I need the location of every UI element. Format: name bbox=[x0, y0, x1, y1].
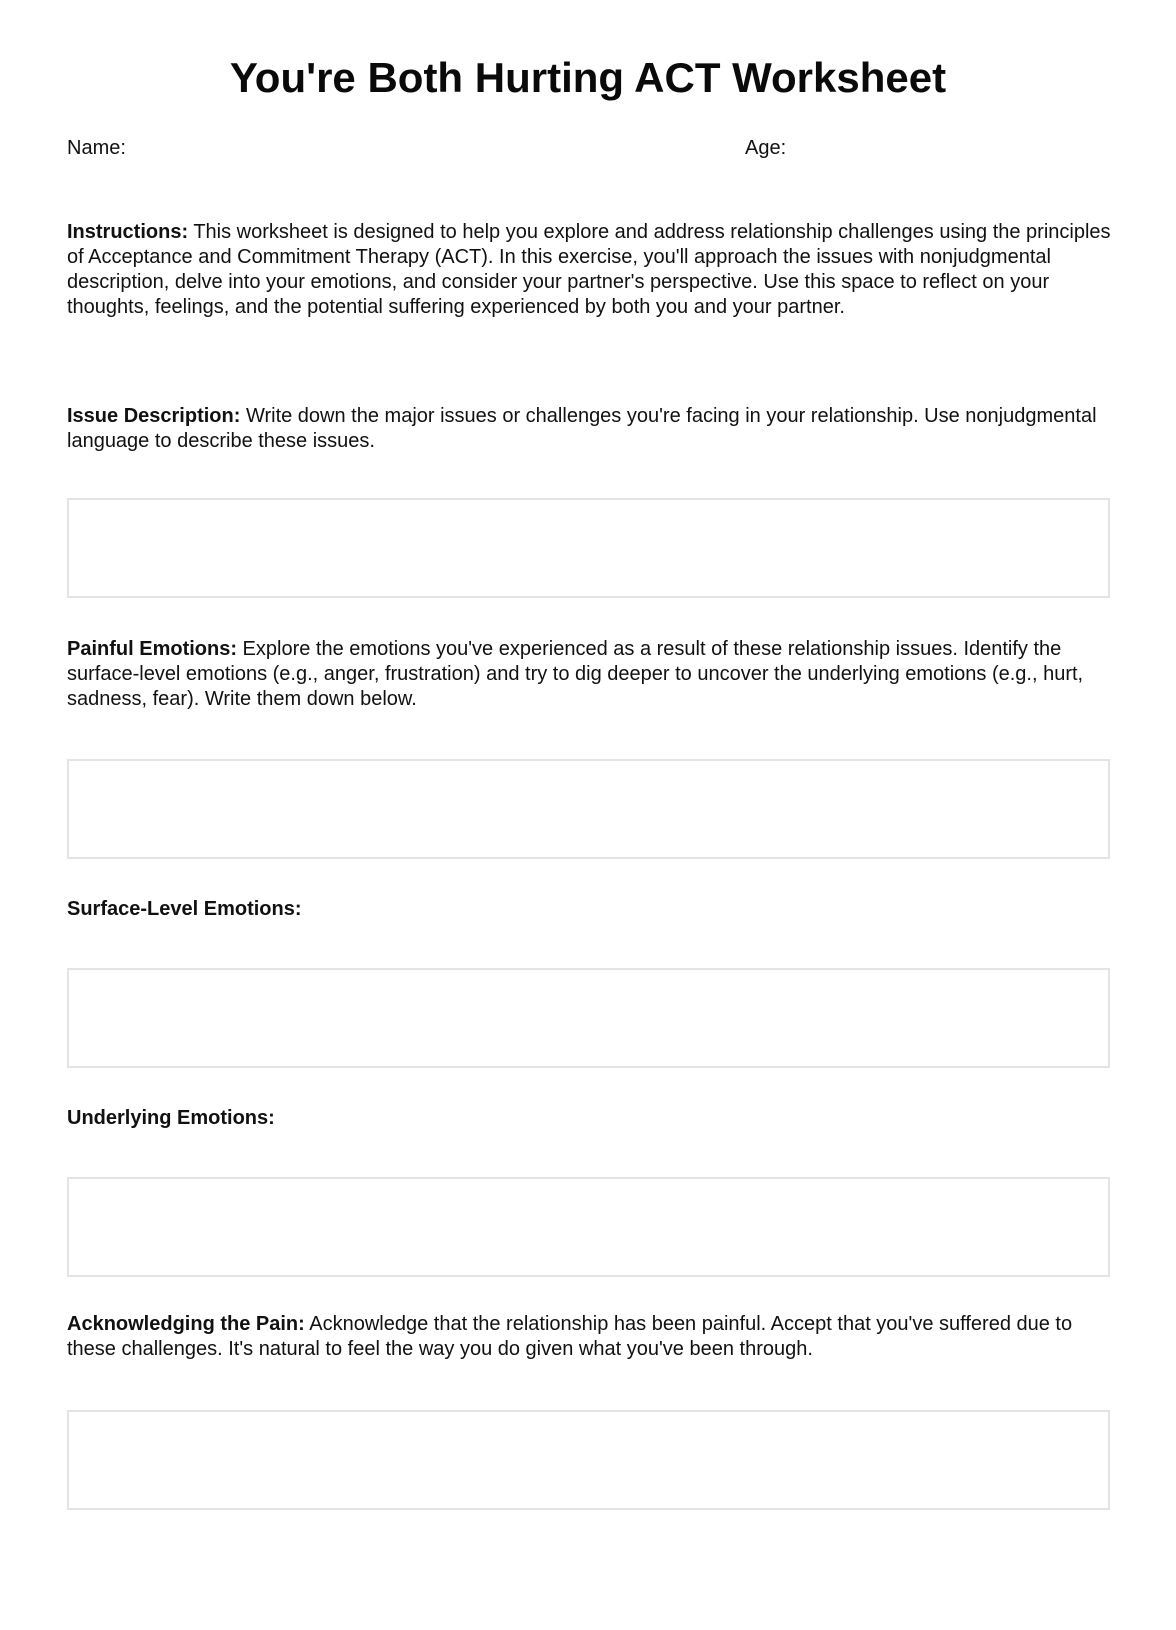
acknowledging-pain-text: Acknowledge that the relationship has been painful. Accept that you've suffered due to these challenges. It's natural to feel the way you do given what you've been through. bbox=[67, 1313, 1073, 1360]
issue-description-box[interactable] bbox=[67, 498, 1110, 598]
acknowledging-pain-box[interactable] bbox=[67, 1410, 1110, 1510]
painful-emotions-label: Painful Emotions: bbox=[67, 638, 237, 660]
painful-emotions-paragraph bbox=[67, 637, 1117, 712]
painful-emotions-input[interactable] bbox=[69, 761, 1108, 857]
acknowledging-pain-label: Acknowledging the Pain: bbox=[67, 1313, 305, 1335]
painful-emotions-text: Explore the emotions you've experienced as a result of these relationship issues. Identify the surface-level emotions (e.g., anger, frustration) and try to dig deeper to uncover the underlying emotions (e.g., hurt, sadness, fear). Write them down below. bbox=[67, 638, 1084, 710]
page-title: You're Both Hurting ACT Worksheet bbox=[229, 54, 947, 101]
painful-emotions-box[interactable] bbox=[67, 759, 1110, 859]
surface-level-emotions-box[interactable] bbox=[67, 968, 1110, 1068]
age-input[interactable] bbox=[792, 136, 996, 161]
underlying-emotions-input[interactable] bbox=[69, 1179, 1108, 1275]
name-field bbox=[67, 136, 436, 161]
instructions-label: Instructions: bbox=[67, 221, 189, 243]
acknowledging-pain-paragraph bbox=[67, 1312, 1117, 1362]
surface-level-emotions-heading: Surface-Level Emotions: bbox=[67, 898, 302, 920]
name-label: Name: bbox=[67, 137, 126, 159]
issue-description-input[interactable] bbox=[69, 500, 1108, 596]
instructions-text: This worksheet is designed to help you explore and address relationship challenges using the principles of Acceptance and Commitment Therapy (ACT). In this exercise, you'll approach the issues with nonjudgmental description, delve into your emotions, and consider your partner's perspective. Use this space to reflect on your thoughts, feelings, and the potential suffering experienced by both you and your partner. bbox=[67, 221, 1111, 318]
age-label: Age: bbox=[745, 137, 787, 159]
underlying-emotions-box[interactable] bbox=[67, 1177, 1110, 1277]
underlying-emotions-heading: Underlying Emotions: bbox=[67, 1107, 275, 1129]
issue-description-text: Write down the major issues or challenges you're facing in your relationship. Use nonjudgmental language to describe these issues. bbox=[67, 405, 1097, 452]
age-field bbox=[745, 136, 996, 161]
surface-level-emotions-input[interactable] bbox=[69, 970, 1108, 1066]
instructions-paragraph bbox=[67, 220, 1117, 320]
acknowledging-pain-input[interactable] bbox=[69, 1412, 1108, 1508]
name-input[interactable] bbox=[132, 136, 436, 161]
issue-description-paragraph bbox=[67, 404, 1117, 454]
issue-description-label: Issue Description: bbox=[67, 405, 241, 427]
